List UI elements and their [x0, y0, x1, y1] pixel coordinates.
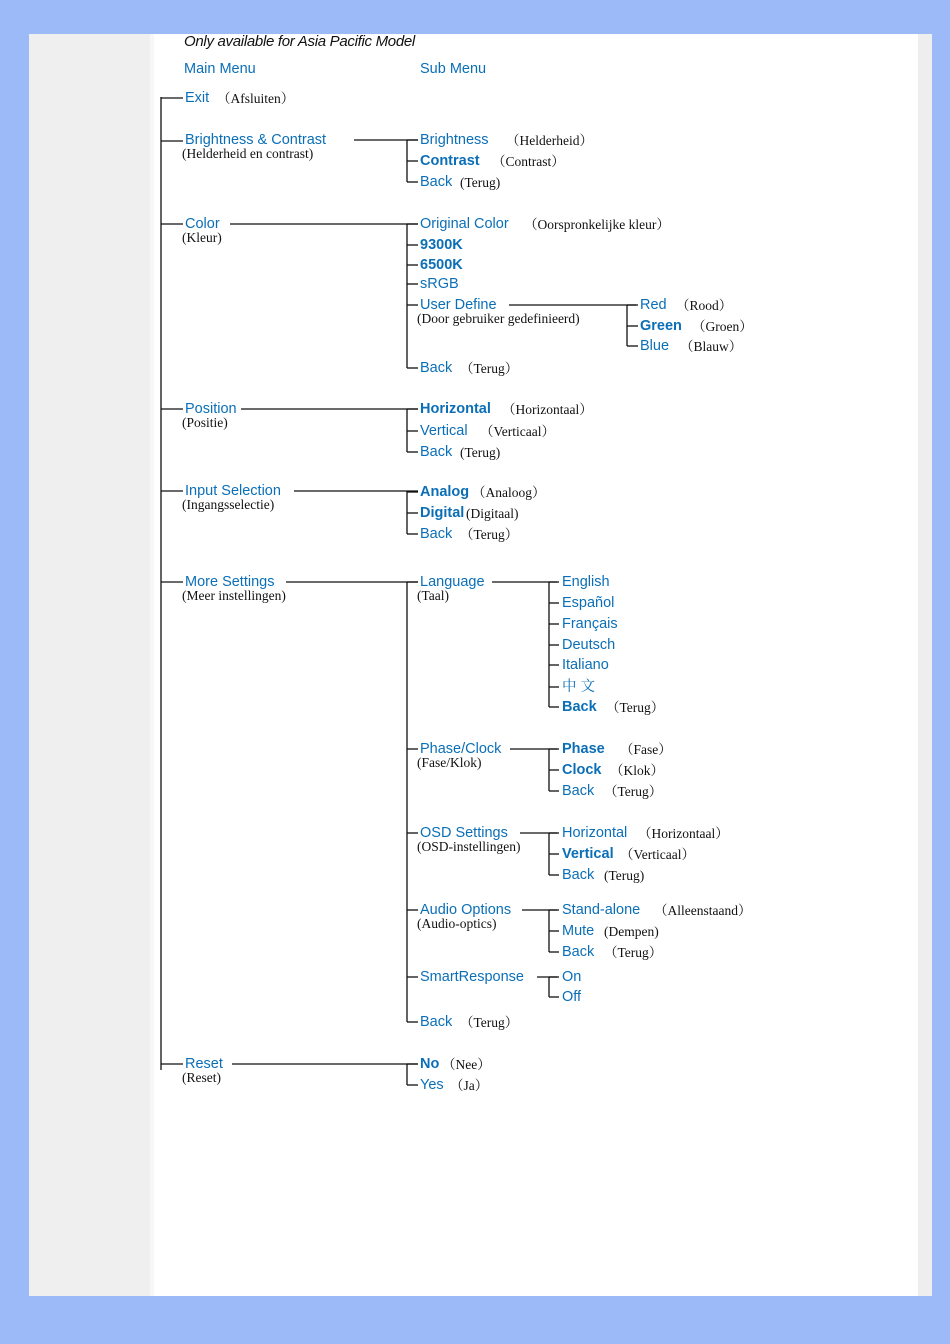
- menu-item-fran-ais[interactable]: Français: [562, 616, 618, 632]
- menu-item-back[interactable]: Back: [562, 783, 595, 799]
- menu-item-desc-back: (Terug): [460, 445, 501, 460]
- menu-item-input-selection[interactable]: Input Selection: [185, 483, 281, 499]
- menu-item-italiano[interactable]: Italiano: [562, 657, 609, 673]
- menu-item-off[interactable]: Off: [562, 989, 582, 1005]
- menu-item-desc-back: （Terug）: [460, 361, 519, 376]
- menu-item-analog[interactable]: Analog: [420, 484, 470, 500]
- menu-item-desc-vertical: （Verticaal）: [480, 424, 555, 439]
- menu-item-horizontal[interactable]: Horizontal: [562, 825, 628, 841]
- menu-item-desc-back: (Terug): [604, 868, 645, 883]
- menu-item-horizontal[interactable]: Horizontal: [420, 401, 491, 417]
- menu-item-desc-no: （Nee）: [442, 1057, 491, 1072]
- menu-item-english[interactable]: English: [562, 574, 610, 590]
- menu-item-exit[interactable]: Exit: [185, 90, 210, 106]
- menu-item-desc-reset: (Reset): [182, 1070, 221, 1085]
- menu-item-6500k[interactable]: 6500K: [420, 257, 463, 273]
- menu-item-language[interactable]: Language: [420, 574, 485, 590]
- menu-item-desc-brightness: （Helderheid）: [506, 133, 593, 148]
- menu-item-desc-back: （Terug）: [606, 700, 665, 715]
- menu-item-desc-analog: （Analoog）: [472, 485, 546, 500]
- menu-item-desc-stand-alone: （Alleenstaand）: [654, 903, 752, 918]
- availability-note: Only available for Asia Pacific Model: [184, 33, 415, 50]
- menu-item-desc-blue: （Blauw）: [680, 339, 743, 354]
- menu-item-contrast[interactable]: Contrast: [420, 153, 480, 169]
- menu-item-stand-alone[interactable]: Stand-alone: [562, 902, 641, 918]
- menu-item-vertical[interactable]: Vertical: [562, 846, 614, 862]
- menu-item-back[interactable]: Back: [420, 444, 453, 460]
- menu-item-no[interactable]: No: [420, 1056, 440, 1072]
- menu-item-desc-vertical: （Verticaal）: [620, 847, 695, 862]
- menu-item-desc-back: (Terug): [460, 175, 501, 190]
- menu-item-desc-back: （Terug）: [460, 527, 519, 542]
- menu-item-desc-input-selection: (Ingangsselectie): [182, 497, 275, 512]
- menu-item-item[interactable]: 中 文: [562, 679, 596, 695]
- menu-item-smartresponse[interactable]: SmartResponse: [420, 969, 524, 985]
- sub-menu-header: Sub Menu: [420, 61, 487, 77]
- menu-item-back[interactable]: Back: [420, 174, 453, 190]
- menu-item-desc-more-settings: (Meer instellingen): [182, 588, 286, 603]
- menu-item-desc-osd-settings: (OSD-instellingen): [417, 839, 521, 854]
- menu-item-desc-yes: （Ja）: [450, 1078, 489, 1093]
- menu-item-vertical[interactable]: Vertical: [420, 423, 468, 439]
- menu-item-audio-options[interactable]: Audio Options: [420, 902, 512, 918]
- menu-item-desc-brightness-contrast: (Helderheid en contrast): [182, 146, 314, 161]
- menu-item-clock[interactable]: Clock: [562, 762, 602, 778]
- menu-item-desc-phase: （Fase）: [620, 742, 672, 757]
- menu-item-desc-position: (Positie): [182, 415, 228, 430]
- menu-item-back[interactable]: Back: [562, 944, 595, 960]
- menu-item-desc-language: (Taal): [417, 588, 450, 603]
- menu-item-desc-color: (Kleur): [182, 230, 222, 245]
- menu-item-desc-user-define: (Door gebruiker gedefinieerd): [417, 311, 580, 326]
- menu-item-more-settings[interactable]: More Settings: [185, 574, 275, 590]
- menu-item-back[interactable]: Back: [420, 1014, 453, 1030]
- menu-item-back[interactable]: Back: [420, 526, 453, 542]
- menu-item-user-define[interactable]: User Define: [420, 297, 497, 313]
- menu-item-desc-phase-clock: (Fase/Klok): [417, 755, 482, 770]
- menu-item-espa-ol[interactable]: Español: [562, 595, 615, 611]
- menu-item-position[interactable]: Position: [185, 401, 237, 417]
- menu-item-red[interactable]: Red: [640, 297, 667, 313]
- menu-item-digital[interactable]: Digital: [420, 505, 465, 521]
- menu-item-desc-mute: (Dempen): [604, 924, 659, 939]
- menu-item-desc-horizontal: （Horizontaal）: [638, 826, 729, 841]
- menu-item-9300k[interactable]: 9300K: [420, 237, 463, 253]
- menu-item-srgb[interactable]: sRGB: [420, 276, 459, 292]
- menu-item-back[interactable]: Back: [562, 867, 595, 883]
- menu-item-desc-original-color: （Oorspronkelijke kleur）: [524, 217, 670, 232]
- menu-item-green[interactable]: Green: [640, 318, 682, 334]
- menu-item-desc-back: （Terug）: [604, 784, 663, 799]
- menu-item-desc-clock: （Klok）: [610, 763, 664, 778]
- menu-item-desc-audio-options: (Audio-optics): [417, 916, 497, 931]
- menu-item-on[interactable]: On: [562, 969, 582, 985]
- menu-item-desc-digital: (Digitaal): [466, 506, 519, 521]
- menu-item-desc-green: （Groen）: [692, 319, 753, 334]
- menu-item-phase[interactable]: Phase: [562, 741, 605, 757]
- menu-item-desc-contrast: （Contrast）: [492, 154, 565, 169]
- menu-item-desc-red: （Rood）: [676, 298, 733, 313]
- menu-item-osd-settings[interactable]: OSD Settings: [420, 825, 508, 841]
- main-menu-header: Main Menu: [184, 61, 256, 77]
- menu-item-desc-exit: （Afsluiten）: [217, 91, 295, 106]
- menu-item-original-color[interactable]: Original Color: [420, 216, 509, 232]
- menu-item-reset[interactable]: Reset: [185, 1056, 223, 1072]
- menu-item-brightness-contrast[interactable]: Brightness & Contrast: [185, 132, 327, 148]
- menu-item-brightness[interactable]: Brightness: [420, 132, 489, 148]
- menu-item-color[interactable]: Color: [185, 216, 220, 232]
- menu-item-phase-clock[interactable]: Phase/Clock: [420, 741, 502, 757]
- menu-item-back[interactable]: Back: [562, 699, 597, 715]
- menu-item-mute[interactable]: Mute: [562, 923, 595, 939]
- menu-item-deutsch[interactable]: Deutsch: [562, 637, 616, 653]
- menu-item-desc-back: （Terug）: [460, 1015, 519, 1030]
- menu-item-back[interactable]: Back: [420, 360, 453, 376]
- menu-item-desc-back: （Terug）: [604, 945, 663, 960]
- menu-item-desc-horizontal: （Horizontaal）: [502, 402, 593, 417]
- menu-item-blue[interactable]: Blue: [640, 338, 670, 354]
- menu-item-yes[interactable]: Yes: [420, 1077, 444, 1093]
